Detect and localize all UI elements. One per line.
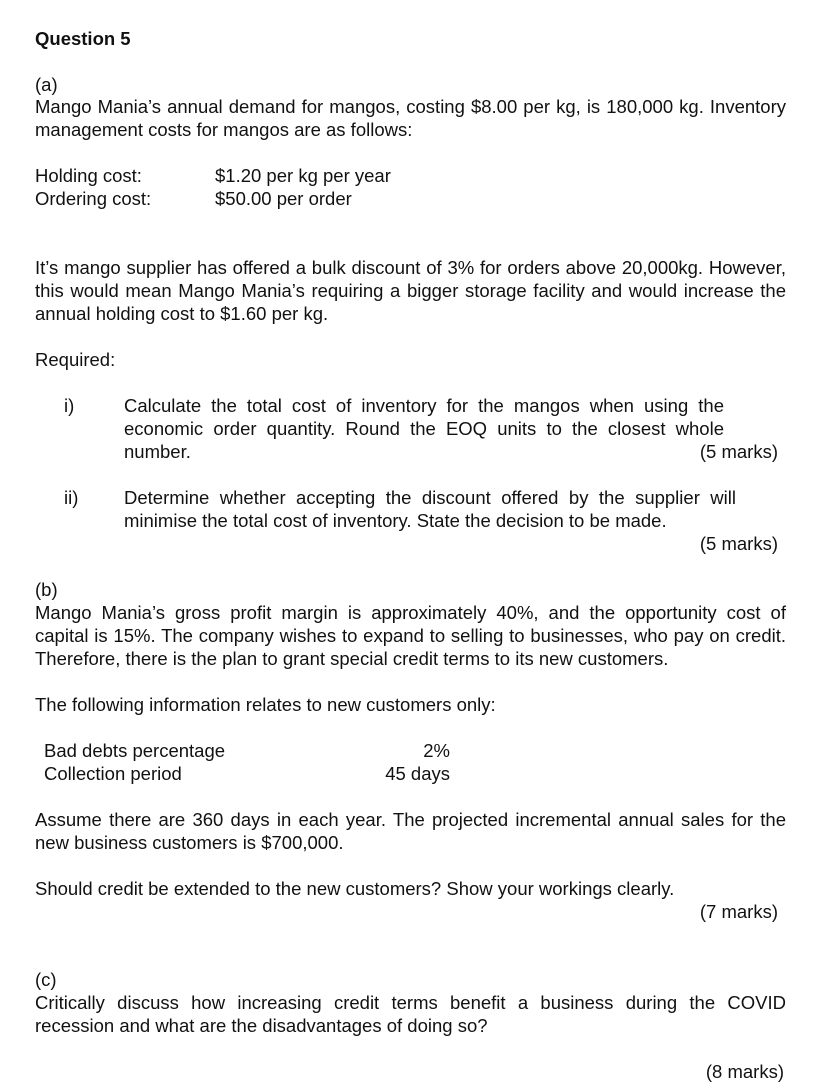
part-a-label: (a) [35, 74, 58, 95]
item-i-numeral: i) [64, 395, 75, 416]
item-ii-text: Determine whether accepting the discount offered by the supplier will minimise the total cost of inventory. State the decision to be made. [124, 487, 736, 531]
discount-paragraph: It’s mango supplier has offered a bulk discount of 3% for orders above 20,000kg. However, this would mean Mango Mania’s requiring a bigger storage facility and would increase the annual holding cost to $1.60 per kg. [35, 257, 786, 324]
ordering-cost-label: Ordering cost: [35, 188, 152, 209]
part-c-marks: (8 marks) [705, 1061, 784, 1082]
part-b-marks: (7 marks) [699, 901, 778, 922]
part-a-intro: Mango Mania’s annual demand for mangos, costing $8.00 per kg, is 180,000 kg. Inventory management costs for mangos are as follows: [35, 96, 786, 140]
part-c-label: (c) [35, 969, 57, 990]
collection-period-label: Collection period [44, 763, 182, 784]
part-b-intro: Mango Mania’s gross profit margin is approximately 40%, and the opportunity cost of capital is 15%. The company wishes to expand to selling to businesses, who pay on credit. Therefore, there is the plan to grant special credit terms to its new customers. [35, 602, 786, 669]
part-c-text: Critically discuss how increasing credit terms benefit a business during the COVID recession and what are the disadvantages of doing so? [35, 992, 786, 1036]
required-label: Required: [35, 349, 116, 370]
item-ii-numeral: ii) [64, 487, 79, 508]
part-b-label: (b) [35, 579, 58, 600]
holding-cost-value: $1.20 per kg per year [215, 165, 391, 186]
item-i-text: Calculate the total cost of inventory for the mangos when using the economic order quantity. Round the EOQ units to the closest whole number. [124, 395, 724, 462]
bad-debts-label: Bad debts percentage [44, 740, 226, 761]
item-i-marks: (5 marks) [699, 441, 778, 462]
item-ii-marks: (5 marks) [699, 533, 778, 554]
bad-debts-value: 2% [423, 740, 450, 761]
assumption-paragraph: Assume there are 360 days in each year. The projected incremental annual sales for the new business customers is $700,000. [35, 809, 786, 853]
collection-period-value: 45 days [385, 763, 450, 784]
part-b-question: Should credit be extended to the new customers? Show your workings clearly. [35, 878, 675, 899]
question-title: Question 5 [35, 28, 131, 49]
holding-cost-label: Holding cost: [35, 165, 142, 186]
ordering-cost-value: $50.00 per order [215, 188, 352, 209]
info-heading: The following information relates to new customers only: [35, 694, 496, 715]
